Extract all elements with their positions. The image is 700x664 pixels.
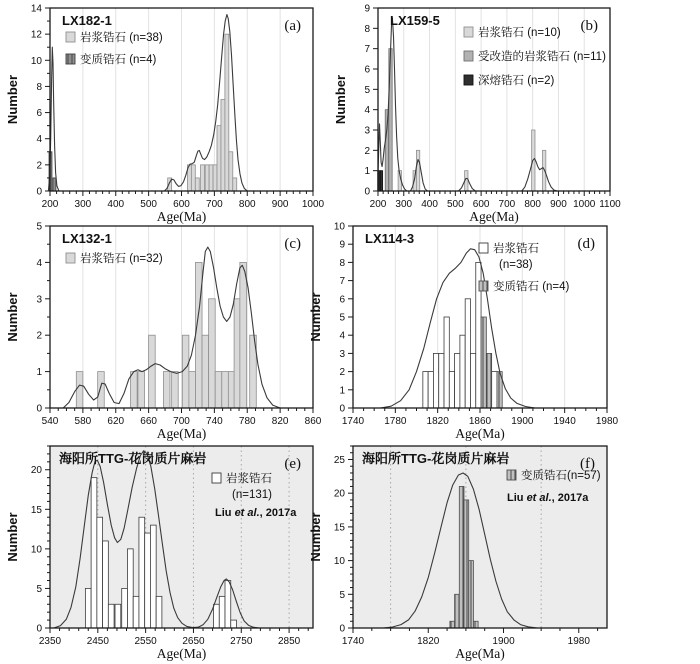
- histogram-bar: [115, 604, 121, 628]
- histogram-bar: [103, 541, 109, 628]
- legend-swatch-hatchmid: [479, 281, 488, 291]
- histogram-bar: [91, 478, 97, 628]
- legend-item-label: 岩浆锆石 (n=38): [80, 32, 163, 44]
- x-tick-label: 1980: [595, 416, 619, 427]
- panel-e: [5, 446, 313, 661]
- panel-c-title: LX132-1: [62, 231, 112, 246]
- histogram-bar: [209, 165, 213, 191]
- y-tick-label: 3: [339, 348, 345, 360]
- panel-a-letter: (a): [284, 18, 301, 34]
- histogram-bar: [189, 372, 196, 408]
- histogram-bar: [439, 353, 444, 408]
- y-tick-label: 14: [30, 3, 42, 15]
- histogram-bar: [195, 178, 199, 191]
- y-tick-label: 12: [30, 29, 42, 41]
- histogram-bar: [149, 335, 156, 408]
- legend-item-label: 受改造的岩浆锆石 (n=11): [478, 51, 606, 63]
- panel-e-title: 海阳所TTG-花岗质片麻岩: [59, 451, 207, 466]
- x-tick-label: 300: [74, 199, 92, 210]
- legend-item-label: 变质锆石 (n=4): [493, 281, 570, 293]
- x-tick-label: 1980: [567, 636, 590, 647]
- legend-swatch-light: [66, 32, 75, 42]
- histogram-bar: [233, 178, 237, 191]
- x-tick-label: 780: [238, 416, 256, 427]
- y-tick-label: 10: [333, 556, 345, 568]
- panel-d-letter: (d): [577, 236, 595, 252]
- histogram-bar: [53, 178, 56, 191]
- x-tick-label: 1900: [511, 416, 534, 427]
- x-tick-label: 700: [206, 199, 223, 210]
- x-tick-label: 1820: [417, 636, 440, 647]
- y-tick-label: 5: [339, 589, 345, 601]
- y-tick-label: 3: [36, 294, 42, 306]
- histogram-bar: [209, 299, 216, 408]
- histogram-bar: [127, 549, 133, 628]
- histogram-bar: [221, 100, 225, 192]
- x-tick-label: 900: [271, 199, 289, 210]
- y-tick-label: 5: [339, 312, 345, 324]
- histogram-bar: [76, 372, 83, 408]
- y-tick-label: 10: [30, 544, 42, 556]
- histogram-bar: [215, 372, 222, 408]
- panel-f-ylabel: Number: [308, 512, 323, 562]
- histogram-bar: [460, 335, 465, 408]
- x-tick-label: 580: [74, 416, 92, 427]
- x-tick-label: 2850: [277, 636, 301, 647]
- histogram-bar: [380, 171, 382, 191]
- panel-c-ylabel: Number: [5, 292, 20, 342]
- panel-a-title: LX182-1: [62, 13, 112, 28]
- y-tick-label: 0: [339, 403, 345, 415]
- y-tick-label: 4: [364, 105, 370, 117]
- histogram-bar: [217, 126, 221, 191]
- histogram-bar: [195, 262, 202, 408]
- panel-a-xlabel: Age(Ma): [156, 209, 207, 224]
- y-tick-label: 5: [36, 221, 42, 233]
- histogram-bar: [191, 165, 195, 191]
- x-tick-label: 1000: [301, 199, 325, 210]
- y-tick-label: 20: [30, 465, 42, 477]
- panel-d: [308, 221, 619, 441]
- legend-item-label: 岩浆锆石: [493, 243, 539, 255]
- histogram-bar: [469, 561, 474, 628]
- panel-b-xlabel: Age(Ma): [469, 209, 519, 224]
- panel-f-title: 海阳所TTG-花岗质片麻岩: [362, 451, 510, 466]
- histogram-bar: [122, 588, 128, 628]
- x-tick-label: 1820: [426, 416, 449, 427]
- y-tick-label: 4: [36, 134, 42, 146]
- histogram-bar: [97, 517, 103, 628]
- y-tick-label: 6: [36, 108, 42, 120]
- histogram-bar: [150, 525, 156, 628]
- x-tick-label: 2350: [38, 636, 62, 647]
- histogram-bar: [145, 533, 151, 628]
- legend-swatch-medium: [464, 51, 473, 61]
- histogram-bar: [423, 372, 428, 408]
- histogram-bar: [172, 372, 179, 408]
- panel-c-legend: [66, 251, 163, 265]
- legend-item-label: 变质锆石(n=57): [521, 470, 601, 482]
- y-tick-label: 15: [30, 504, 42, 516]
- histogram-bar: [98, 372, 105, 408]
- legend-item-label: 岩浆锆石 (n=32): [80, 253, 163, 265]
- histogram-bar: [85, 588, 91, 628]
- histogram-bar: [470, 353, 475, 408]
- histogram-bar: [225, 581, 231, 628]
- histogram-bar: [182, 335, 189, 408]
- histogram-bar: [486, 353, 491, 408]
- x-tick-label: 1940: [553, 416, 576, 427]
- y-tick-label: 0: [36, 186, 42, 198]
- x-tick-label: 740: [206, 416, 223, 427]
- panel-e-reference: Liu et al., 2017a: [215, 507, 297, 519]
- panel-b: [333, 3, 621, 224]
- y-tick-label: 0: [36, 403, 42, 415]
- y-tick-label: 10: [30, 55, 42, 67]
- x-tick-label: 620: [107, 416, 125, 427]
- x-tick-label: 1900: [492, 636, 515, 647]
- panel-d-ylabel: Number: [308, 292, 323, 342]
- histogram-bar: [138, 372, 145, 408]
- legend-swatch-white: [479, 243, 488, 253]
- y-tick-label: 2: [36, 330, 42, 342]
- histogram-bar: [163, 372, 170, 408]
- panel-e-letter: (e): [284, 456, 301, 472]
- x-tick-label: 1860: [468, 416, 492, 427]
- legend-item-label2: (n=131): [232, 489, 272, 501]
- histogram-bar: [464, 500, 469, 628]
- panel-f-xlabel: Age(Ma): [455, 646, 505, 661]
- x-tick-label: 860: [304, 416, 322, 427]
- legend-swatch-hatchmid: [507, 470, 516, 480]
- histogram-bar: [139, 517, 145, 628]
- panel-c-xlabel: Age(Ma): [156, 426, 207, 441]
- histogram-bar: [385, 110, 388, 191]
- x-tick-label: 2450: [86, 636, 109, 647]
- histogram-bar: [214, 604, 220, 628]
- x-tick-label: 1780: [384, 416, 407, 427]
- x-tick-label: 600: [173, 199, 190, 210]
- y-tick-label: 2: [36, 160, 42, 172]
- panel-f-reference: Liu et al., 2017a: [507, 492, 589, 504]
- x-tick-label: 200: [41, 199, 59, 210]
- histogram-bar: [455, 353, 460, 408]
- histogram-bar: [202, 335, 209, 408]
- histogram-bar: [201, 165, 205, 191]
- legend-swatch-dark: [464, 75, 473, 85]
- legend-item-label: 变质锆石 (n=4): [80, 54, 157, 66]
- histogram-bar: [156, 596, 162, 628]
- panel-a-ylabel: Number: [5, 74, 20, 125]
- histogram-bar: [219, 596, 225, 628]
- y-tick-label: 25: [333, 454, 345, 466]
- x-tick-label: 400: [107, 199, 125, 210]
- y-tick-label: 9: [364, 3, 370, 15]
- y-tick-label: 1: [364, 166, 370, 178]
- y-tick-label: 1: [339, 385, 345, 397]
- x-tick-label: 600: [472, 199, 490, 210]
- y-tick-label: 20: [333, 488, 345, 500]
- legend-swatch-light: [66, 253, 75, 263]
- y-tick-label: 0: [364, 186, 370, 198]
- x-tick-label: 540: [41, 416, 59, 427]
- histogram-bar: [108, 604, 114, 628]
- x-tick-label: 820: [271, 416, 289, 427]
- x-tick-label: 400: [421, 199, 438, 210]
- panel-d-xlabel: Age(Ma): [455, 426, 505, 441]
- x-tick-label: 900: [550, 199, 567, 210]
- histogram-bar: [231, 620, 237, 628]
- x-tick-label: 800: [238, 199, 256, 210]
- histogram-bar: [133, 596, 139, 628]
- x-tick-label: 2650: [182, 636, 205, 647]
- histogram-bar: [416, 150, 419, 191]
- panel-e-xlabel: Age(Ma): [156, 646, 207, 661]
- x-tick-label: 500: [140, 199, 157, 210]
- y-tick-label: 15: [333, 522, 345, 534]
- x-tick-label: 660: [140, 416, 157, 427]
- histogram-bar: [481, 317, 486, 408]
- legend-swatch-white: [212, 473, 221, 483]
- panel-b-ylabel: Number: [333, 74, 348, 125]
- x-tick-label: 800: [524, 199, 542, 210]
- y-tick-label: 10: [333, 221, 345, 233]
- panel-c: [5, 221, 322, 441]
- histogram-bar: [449, 372, 454, 408]
- x-tick-label: 1000: [573, 199, 596, 210]
- legend-item-label: 岩浆锆石: [226, 473, 272, 485]
- y-tick-label: 5: [36, 583, 42, 595]
- x-tick-label: 300: [395, 199, 413, 210]
- y-tick-label: 0: [339, 623, 345, 635]
- y-tick-label: 0: [36, 623, 42, 635]
- panel-c-letter: (c): [284, 236, 301, 252]
- y-tick-label: 7: [364, 44, 370, 56]
- y-tick-label: 3: [364, 125, 370, 137]
- histogram-bar: [205, 165, 209, 191]
- y-tick-label: 2: [339, 367, 345, 379]
- panel-e-ylabel: Number: [5, 512, 20, 562]
- histogram-bar: [240, 262, 247, 408]
- histogram-bar: [229, 152, 233, 191]
- panel-f: [308, 446, 607, 661]
- x-tick-label: 1740: [341, 416, 365, 427]
- y-tick-label: 6: [364, 64, 370, 76]
- panel-d-title: LX114-3: [365, 231, 415, 246]
- x-tick-label: 1740: [341, 636, 365, 647]
- y-tick-label: 1: [36, 367, 42, 379]
- histogram-bar: [473, 621, 478, 628]
- histogram-bar: [444, 317, 449, 408]
- histogram-bar: [225, 34, 229, 191]
- x-tick-label: 700: [173, 416, 190, 427]
- y-tick-label: 4: [339, 330, 345, 342]
- y-tick-label: 8: [36, 81, 42, 93]
- x-tick-label: 1100: [599, 199, 621, 210]
- x-tick-label: 700: [498, 199, 516, 210]
- x-tick-label: 500: [446, 199, 464, 210]
- panel-a: [5, 3, 325, 224]
- panel-f-letter: (f): [580, 456, 595, 472]
- histogram-bar: [492, 372, 497, 408]
- y-tick-label: 8: [364, 23, 370, 35]
- legend-swatch-hatchdark: [66, 54, 75, 64]
- histogram-bar: [465, 299, 470, 408]
- y-tick-label: 2: [364, 145, 370, 157]
- legend-item-label: 岩浆锆石 (n=10): [478, 27, 561, 39]
- histogram-bar: [450, 621, 455, 628]
- x-tick-label: 2550: [134, 636, 157, 647]
- legend-item-label: 深熔锆石 (n=2): [478, 75, 555, 87]
- histogram-bar: [131, 372, 138, 408]
- y-tick-label: 4: [36, 257, 42, 269]
- y-tick-label: 6: [339, 294, 345, 306]
- panel-b-letter: (b): [580, 18, 598, 34]
- legend-item-label2: (n=38): [499, 259, 533, 271]
- x-tick-label: 2750: [230, 636, 253, 647]
- histogram-bar: [428, 372, 433, 408]
- x-tick-label: 200: [369, 199, 387, 210]
- y-tick-label: 7: [339, 276, 345, 288]
- y-tick-label: 8: [339, 257, 345, 269]
- legend-swatch-light: [464, 27, 473, 37]
- histogram-bar: [459, 486, 464, 628]
- y-tick-label: 5: [364, 84, 370, 96]
- histogram-bar: [433, 353, 438, 408]
- panel-b-title: LX159-5: [390, 13, 440, 28]
- y-tick-label: 9: [339, 239, 345, 251]
- histogram-bar: [213, 165, 217, 191]
- histogram-bar: [222, 372, 229, 408]
- histogram-bar: [455, 594, 460, 628]
